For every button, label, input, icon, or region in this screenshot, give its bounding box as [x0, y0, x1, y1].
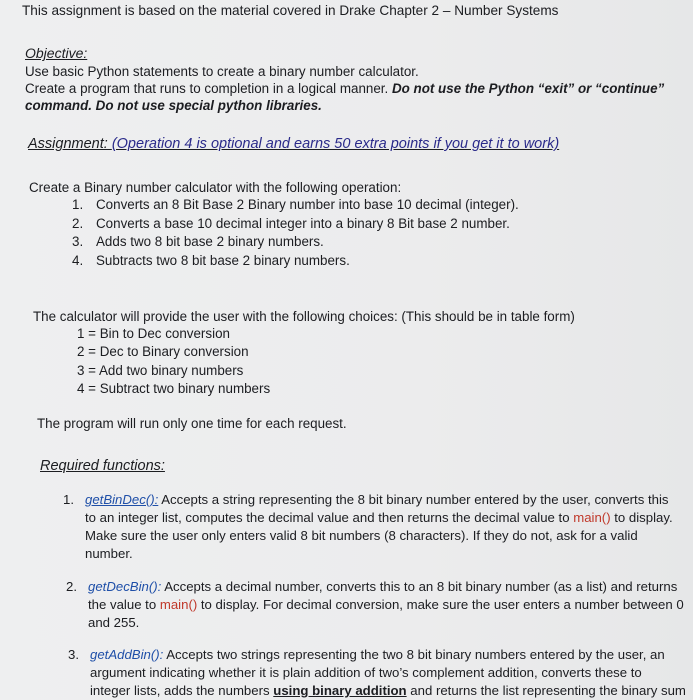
main-function-ref: main() — [159, 597, 198, 612]
choices-intro: The calculator will provide the user with the following choices: (This should be in table form) — [33, 309, 575, 324]
assignment-heading — [28, 136, 559, 153]
assignment-optional-note: (Operation 4 is optional and earns 50 extra points if you get it to work) — [111, 136, 560, 152]
function-text: Make sure the user only enters valid 8 bit numbers (8 characters). If they do not, ask for a valid — [85, 528, 638, 543]
list-item-number: 2. — [72, 215, 84, 231]
objective-line-2-text: Create a program that runs to completion in a logical manner. — [25, 81, 392, 96]
list-item-text: Adds two 8 bit base 2 binary numbers. — [96, 234, 324, 249]
choice-item: 4 = Subtract two binary numbers — [77, 380, 271, 396]
objective-line-1: Use basic Python statements to create a binary number calculator. — [25, 64, 419, 79]
function-description — [90, 646, 690, 700]
function-text: the value to — [88, 597, 160, 612]
run-once-note: The program will run only one time for each request. — [37, 416, 347, 431]
document-title: This assignment is based on the material covered in Drake Chapter 2 – Number Systems — [22, 3, 559, 18]
list-item-number: 3. — [72, 234, 84, 249]
list-item — [72, 234, 519, 253]
list-item — [72, 253, 519, 272]
function-text: number. — [85, 546, 133, 561]
list-item-number: 4. — [72, 252, 84, 268]
list-item-text: Converts a base 10 decimal integer into a binary 8 Bit base 2 number. — [96, 215, 510, 231]
function-name: getDecBin(): — [88, 579, 162, 594]
operations-list — [72, 197, 519, 271]
function-number: 1. — [63, 492, 74, 507]
function-text: and 255. — [88, 615, 140, 630]
list-item-text: Subtracts two 8 bit base 2 binary numbers. — [96, 252, 350, 268]
choice-item: 2 = Dec to Binary conversion — [77, 344, 249, 360]
list-item — [72, 216, 519, 235]
assignment-intro: Create a Binary number calculator with the following operation: — [29, 180, 402, 195]
function-text: to display. For decimal conversion, make sure the user enters a number between 0 — [197, 597, 684, 612]
choice-item: 3 = Add two binary numbers — [77, 362, 244, 378]
required-functions-heading: Required functions: — [40, 458, 165, 474]
objective-line-3: command. Do not use special python libraries. — [25, 98, 322, 113]
choice-item: 1 = Bin to Dec conversion — [77, 326, 230, 341]
objective-line-2-bold: Do not use the Python “exit” or “continue” — [391, 81, 665, 96]
list-item — [72, 197, 519, 216]
assignment-heading-label: Assignment: — [28, 136, 112, 152]
function-name: getAddBin(): — [90, 647, 164, 662]
function-text: Accepts two strings representing the two 8 bit binary numbers entered by the user, an — [163, 647, 665, 662]
function-number: 2. — [66, 579, 77, 594]
choices-list — [77, 326, 270, 399]
function-text: argument indicating whether it is plain addition of two’s complement addition, converts these to — [90, 665, 642, 680]
function-name: getBinDec(): — [85, 492, 159, 507]
function-text: Accepts a decimal number, converts this to an 8 bit binary number (as a list) and returns — [161, 579, 678, 594]
function-description — [88, 578, 688, 632]
objective-heading: Objective: — [25, 45, 88, 61]
objective-line-2 — [25, 80, 664, 97]
function-text: to an integer list, computes the decimal value and then returns the decimal value to — [85, 510, 574, 525]
function-text: to display. — [610, 510, 673, 525]
function-text: integer lists, adds the numbers — [90, 683, 274, 698]
list-item-number: 1. — [72, 197, 84, 212]
function-text: Accepts a string representing the 8 bit binary number entered by the user, converts this — [158, 492, 669, 507]
list-item-text: Converts an 8 Bit Base 2 Binary number into base 10 decimal (integer). — [96, 197, 519, 212]
function-emphasis: using binary addition — [273, 683, 407, 698]
function-description — [85, 491, 685, 563]
function-number: 3. — [68, 647, 79, 662]
main-function-ref: main() — [573, 510, 611, 525]
function-text: and returns the list representing the binary sum — [406, 683, 686, 698]
